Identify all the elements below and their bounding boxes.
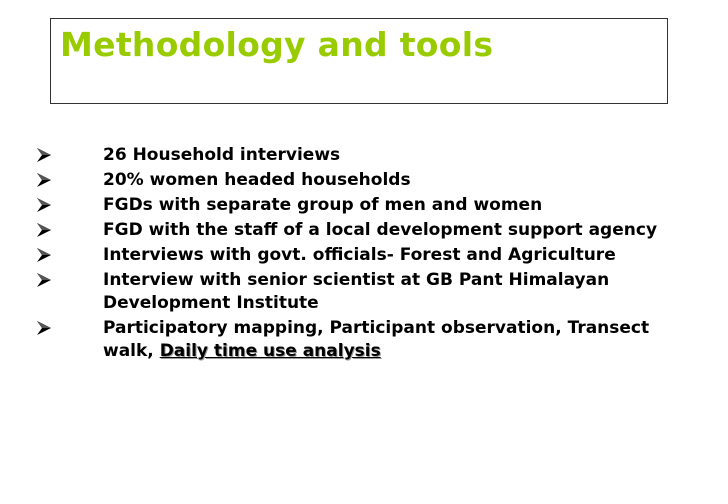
list-item (36, 269, 686, 315)
slide-title: Methodology and tools (60, 25, 494, 64)
arrow-bullet-icon (36, 147, 52, 163)
list-item (36, 194, 686, 217)
arrow-bullet-icon (36, 320, 52, 336)
bullet-text: 20% women headed households (103, 170, 411, 190)
list-item (36, 317, 686, 363)
list-item (36, 169, 686, 192)
bullet-text: FGD with the staff of a local development support agency (103, 220, 658, 240)
arrow-bullet-icon (36, 222, 52, 238)
bullet-text: Participatory mapping, Participant observation, Transect walk, (103, 318, 650, 361)
arrow-bullet-icon (36, 247, 52, 263)
list-item (36, 219, 686, 242)
bullet-text: 26 Household interviews (103, 145, 341, 165)
title-box (50, 18, 668, 104)
list-item (36, 144, 686, 167)
bullet-list (36, 144, 686, 365)
emphasized-text: Daily time use analysis (159, 341, 381, 361)
arrow-bullet-icon (36, 197, 52, 213)
bullet-text: Interview with senior scientist at GB Pant Himalayan Development Institute (103, 270, 610, 313)
arrow-bullet-icon (36, 272, 52, 288)
bullet-text: FGDs with separate group of men and women (103, 195, 543, 215)
list-item (36, 244, 686, 267)
bullet-text: Interviews with govt. officials- Forest and Agriculture (103, 245, 616, 265)
arrow-bullet-icon (36, 172, 52, 188)
